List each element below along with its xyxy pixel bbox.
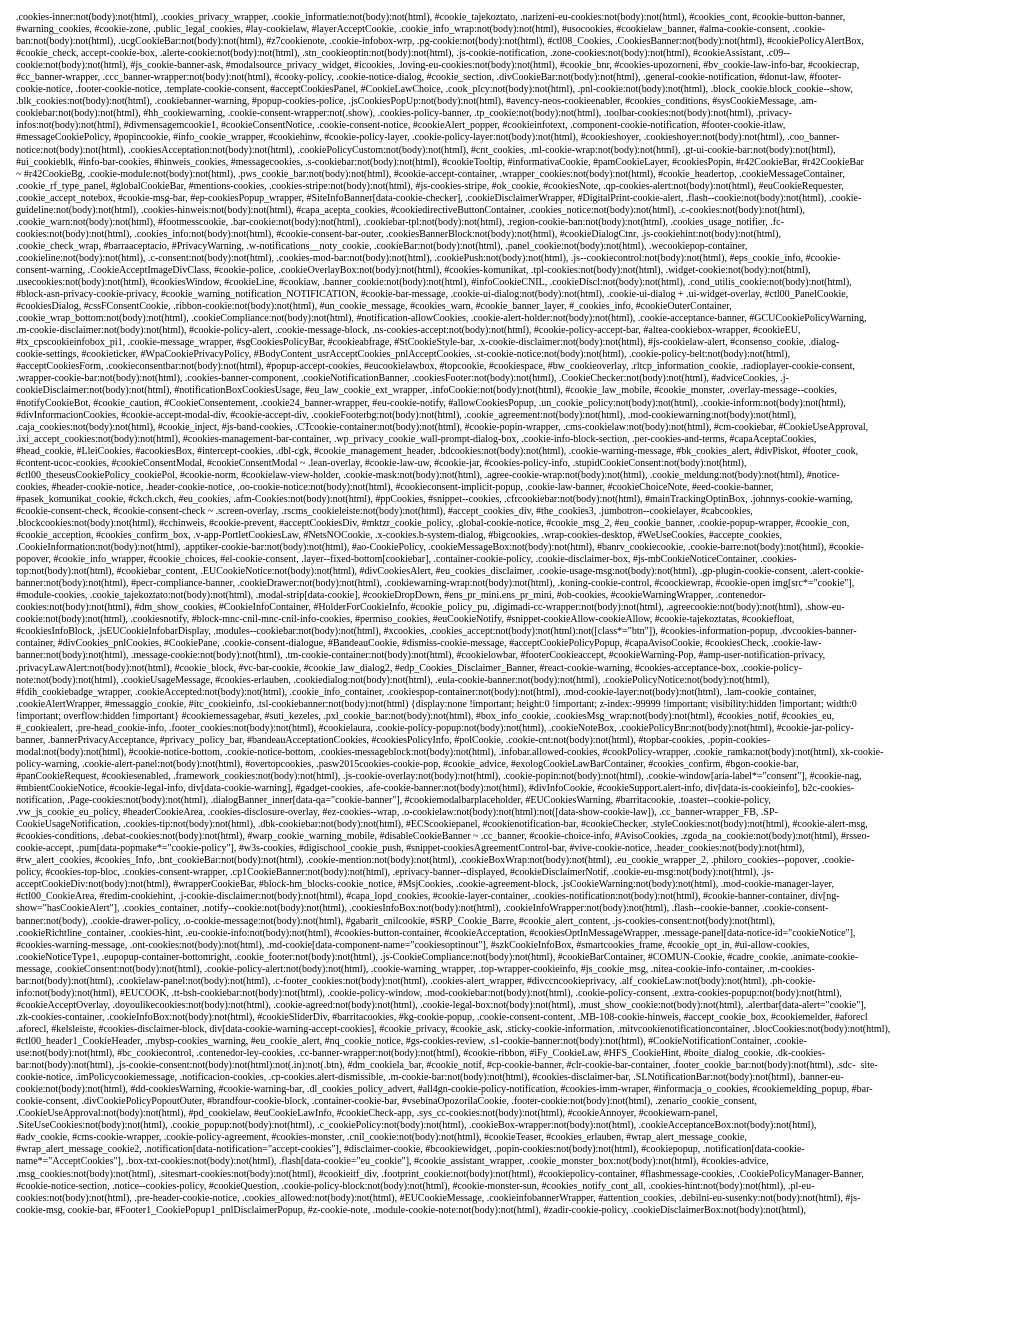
text-line: cookiebar:not(body):not(html), #hh_cookiewarning, .cookie-consent-wrapper:not(.show), .cookies-policy-banner, .tp_cookie:not(body):not(html), .toolbar-cookies:not(body):not(html), .privacy- bbox=[16, 108, 792, 120]
text-line: notice:not(body):not(html), .cookiesAcceptation:not(body):not(html), .cookiePolicyCustom:not(body):not(html), #cnt_cookies, .ml-cookie-wrap:not(body):not(html), .gt-ui-cookie-bar:not(body):not(html), bbox=[16, 144, 836, 156]
text-line: policy-warning, .cookie-alert-panel:not(body):not(html), #overtopcookies, .pasw2015cookies-cookie-pop, #cookie_advice, #exologCookieLawBarContainer, #cookies_confirm, #bgon-cookie-bar, bbox=[16, 758, 799, 770]
text-line: info:not(body):not(html), #EUCOOK, .tt-bsh-cookiebar:not(body):not(html), .cookie-policy-window, .mod-cookiebar:not(body):not(html), .cookie-policy-consent, .extra-cookies-popup:not(body):not(html), bbox=[16, 987, 842, 999]
text-line: cookie:not(body):not(html), .cookiesnotify, #block-mnc-cnil-mnc-cnil-info-cookies, #permiso_cookies, #euCookieNotify, #snippet-cookieAllow-cookieAllow, #cookie-tajekoztatas, #cookiefloat, bbox=[16, 614, 795, 626]
text-line: cookies:not(body):not(html), #dm_show_cookies, #CookieInfoContainer, #HolderForCookieInfo, #cookie_policy_pu, .digimadi-cc-wrapper:not(body):not(html), .agreecookie:not(body):not(html), .show-eu- bbox=[16, 602, 845, 614]
text-line: #cookiesDialog, #cssFConsentCookie, .ribbon-cookie:not(body):not(html), #un_cookie_message, #cookies_warn, #cookie_banner_layer, #_cookies_info, #cookieOuterContainer, bbox=[16, 301, 732, 313]
text-line: .cookies-inner:not(body):not(html), .cookies_privacy_wrapper, .cookie_informatie:not(body):not(html), #cookie_tajekoztato, .narizeni-eu-cookies:not(body):not(html), #cookies_cont, #cookie-button-banner, bbox=[16, 12, 846, 23]
text-line: cookie:not(body):not(html), #js_cookie-banner-ask, #modalsource_privacy_widget, #icookies, .loving-eu-cookies:not(body):not(html), #cookie_bnr, #cookies-upozorneni, #bv_cookie-law-info-bar, #cookiecrap, bbox=[16, 60, 860, 72]
text-line: #cookie-consent-check, #cookie-consent-check ~ .screen-overlay, .rscms_cookieleiste:not(body):not(html), #accept_cookies_div, #the_cookies3, .jumbotron--cookielayer, #cabcookies, bbox=[16, 505, 753, 517]
text-line: #cookies-warning-message, .ont-cookies:not(body):not(html), .md-cookie[data-component-name="cookiesoptinout"], #szkCookieInfoBox, #smartcookies_frame, #cookie_opt_in, #ui-allow-cookies, bbox=[16, 939, 810, 951]
text-line: .cookie_warn:not(body):not(html), #footmesscookie, .bar-cookie:not(body):not(html), .cookiebar-tpl:not(body):not(html), .region-cookie-ban:not(body):not(html), .cookies_usage_notifier, .fc- bbox=[16, 216, 784, 228]
text-line: banner, .bannerPrivacyAcceptance, #privacy_policy_bar, #bandeauAcceptationCookies, #cookiesPolicyInfo, #polCookie, .cookie-cnt:not(body):not(html), #topbar-cookies, .popin-cookies- bbox=[16, 734, 771, 746]
text-line: cookie-notice, .footer-cookie-notice, .template-cookie-consent, #acceptCookiesPanel, #CookieLawChoice, .cook_plcy:not(body):not(html), .pnl-cookie:not(body):not(html), .block_cookie.block_cookie--show, bbox=[16, 84, 853, 96]
text-line: #panCookieRequest, #cookiesenabled, .framework_cookies:not(body):not(html), .js-cookie-overlay:not(body):not(html), .cookie-popin:not(body):not(html), .cookie-window[aria-label*="consent"], #cookie-nag, bbox=[16, 770, 862, 782]
text-line: cookie:not(body):not(html), #dd-cookiesWarning, #cookie-warning-bar, .dl_cookies_policy_advert, #all4gn-cookie-policy-notification, #cookies-imm-wraper, #informacja_o_cookies, #cookiemelding_popup, #bar- bbox=[16, 1084, 873, 1096]
text-line: #divInformacionCookies, #cookie-accept-modal-div, #cookie-accept-div, .cookieFooterbg:not(body):not(html), .cookie_agreement:not(body):not(html), .mod-cookiewarning:not(body):not(html), bbox=[16, 409, 797, 421]
text-line: container, #divCookies_pnlCookies, #CookiePane, .cookie-consent-dialogue, #BandeauCookie, #dismiss-cookie-message, #acceptCookiePolicyPopup, #capaAvisoCookie, #cookiesCheck, .cookie-law- bbox=[16, 638, 822, 650]
text-line: banner:not(body):not(html), #pecr-compliance-banner, .cookieDrawer:not(body):not(html), .cookiewarning-wrap:not(body):not(html), .koning-cookie-control, #coockiewrap, #cookie-open img[src*="cookie"], bbox=[16, 578, 855, 590]
text-line: cookie-settings, #cookieticker, #WpaCookiePrivacyPolicy, #BodyContent_usrAcceptCookies_pnlAcceptCookies, .st-cookie-notice:not(body):not(html), .cookie-policy-belt:not(body):not(html), bbox=[16, 349, 791, 361]
text-line: .cookie_wrap_bottom:not(body):not(html), .cookieCompliance:not(body):not(html), #notification-allowCookies, .cookie-alert-holder:not(body):not(html), .cookie-acceptance-banner, #GCUCookiePolicyWarning, bbox=[16, 313, 867, 325]
text-line: cookies:not(body):not(html), .cookies_info:not(body):not(html), #cookie-consent-bar-outer, .cookiesBannerBlock:not(body):not(html), #cookieDialogCtnr, .js-cookiehint:not(body):not(html), bbox=[16, 228, 781, 240]
text-line: #cookies-conditions, .debat-cookies:not(body):not(html), #warp_cookie_warning_mobile, #disableCookieBanner ~ .cc_banner, #cookie-choice-info, #AvisoCookies, .zgoda_na_cookie:not(body):not(html), #rsseo- bbox=[16, 831, 870, 843]
text-line: top:not(body):not(html), #cookiebar_content, .EUCookieNotice:not(body):not(html), #divCookiesAlert, #eu_cookies_disclaimer, .cookie-usage-msg:not(body):not(html), .gp-plugin-cookie-consent, .alert-cookie- bbox=[16, 566, 864, 578]
text-line: name*="AcceptCookies"], .box-txt-cookies:not(body):not(html), .flash[data-cookie="eu_cookie"], #cookie_assistant_wrapper, .cookie_monster_box:not(body):not(html), #cookies-advice, bbox=[16, 1156, 769, 1168]
text-line: .cookieNoticeType1, .eupopup-container-bottomright, .cookie_footer:not(body):not(html), .js-CookieCompliance:not(body):not(html), #cookieBarContainer, #COMUN-Cookie, #cadre_cookie, .animate-cookie- bbox=[16, 951, 859, 963]
text-line: .SiteUseCookies:not(body):not(html), .cookie_popup:not(body):not(html), .c_cookiePolicy:not(body):not(html), .cookieBox-wrapper:not(body):not(html), .cookieAcceptanceBox:not(body):not(html), bbox=[16, 1120, 817, 1132]
text-line: #messageCookiePolicy, #popincookie, #info_cookie_wrapper, #cookiehinw, #cookie-policy-layer, .cookie-policy-layer:not(body):not(html), #cookieshoyer, .cookieshoyer:not(body):not(html), .coo_banner- bbox=[16, 132, 840, 144]
text-line: #block-asn-privacy-cookie-privacy, #cookie_warning_notification_NOTIFICATION, #cookie-bar-message, .cookie-ui-dialog:not(body):not(html), .cookie-ui-dialog + .ui-widget-overlay, #ctl00_PanelCookie, bbox=[16, 289, 849, 301]
text-line: infos:not(body):not(html), #divmensagemcookie1, #cookieConsentNotice, .cookie-consent-notice, #cookieAlert_popper, #cookieinfotext, .component-cookie-notification, #footer-cookie-itlaw, bbox=[16, 120, 786, 132]
text-line: #cookie-notice-section, .notice--cookies-policy, #cookieQuestion, .cookie-policy-block:not(body):not(html), #cookie-monster-sun, #cookies_notify_cont_all, .cookies-hint:not(body):not(html), .pl-eu- bbox=[16, 1180, 815, 1192]
text-line: #wrap_alert_message_cookie2, .notification[data-notification="accept-cookies"], #disclaimer-cookie, #bcookiewidget, .popin-cookies:not(body):not(html), #cookiepopup, .notification[data-cookie- bbox=[16, 1144, 805, 1156]
text-line: #rw_alert_cookies, #cookies_Info, .bnt_cookieBar:not(body):not(html), .cookie-mention:not(body):not(html), .cookieBoxWrap:not(body):not(html), .eu_cookie_wrapper_2, .philoro_cookies--popover, .cookie- bbox=[16, 855, 855, 867]
text-line: #warning_cookies, #cookie-zone, .public_legal_cookies, #lay-cookielaw, #layerAcceptCookie, .cookie_info_wrap:not(body):not(html), #usocookies, #cookielaw_banner, #alma-cookie-consent, .cookie- bbox=[16, 24, 825, 36]
text-line: .wrapper-cookie-bar:not(body):not(html), .cookies-banner-component, .cookieNotificationBanner, .cookiesFooter:not(body):not(html), .CookieChecker:not(body):not(html), #adviceCookies, .j- bbox=[16, 373, 789, 385]
text-line: ~ #r42CookieBg, .cookie-module:not(body):not(html), .pws_cookie_bar:not(body):not(html), #cookie-accept-container, .wrapper_cookies:not(body):not(html), #cookie_headertop, .cookieMessageContainer, bbox=[16, 168, 845, 180]
text-line: cookies, #header-cookie-notice, .header-cookie-notice, .oo-cookie-notice:not(body):not(html), #cookieconsent-implicit-popup, .cookie-law-banner, #cookieChoiceNote, #eed-cookie-banner, bbox=[16, 481, 774, 493]
text-line: #cookie_check, accept-cookie-box, .alerte-cookie:not(body):not(html), .stn_cookieoptin:not(body):not(html), .js-cookie-notification, .zone-cookies:not(body):not(html), #cookieAssistant, .c09-- bbox=[16, 48, 790, 60]
text-line: ban:not(body):not(html), .ucgCookieBar:not(body):not(html), #z7cookienote, .cookie-infobox-wrp, .pg-cookie:not(body):not(html), #ctl08_Cookies, .CookiesBanner:not(body):not(html), #cookiePolicyAlertBox, bbox=[16, 36, 864, 48]
text-line: cookie-accept, .pum[data-popmake*="cookie-policy"], #w3s-cookies, #digischool_cookie_push, #snippet-cookiesAgreementControl-bar, #vive-cookie-notice, .header_cookies:not(body):not(html), bbox=[16, 843, 805, 855]
text-line: policy, #cookies-top-bloc, .cookies-consent-wrapper, .cp1CookieBanner:not(body):not(html), .eprivacy-banner--displayed, #cookieDisclaimerNotif, .cookie-eu-msg:not(body):not(html), .js- bbox=[16, 867, 774, 879]
text-line: .blk_cookies:not(body):not(html), .cookiebanner-warning, #popup-cookies-police, .jsCookiesPopUp:not(body):not(html), #avency-neos-cookieenabler, #cookies_conditions, #sysCookieMessage, .am- bbox=[16, 96, 817, 108]
text-line: .privacyLawAlert:not(body):not(html), #cookie_block, #vc-bar-cookie, #cookie_law_dialog2, #edp_Cookies_Disclaimer_Banner, #react-cookie-warning, #cookies-acceptance-box, .cookie-policy- bbox=[16, 662, 802, 674]
text-line: consent-warning, .CookieAcceptImageDivClass, #cookie-police, .cookieOverlayBox:not(body):not(html), #cookies-komunikat, .tpl-cookies:not(body):not(html), .widget-cookie:not(body):not(html), bbox=[16, 264, 811, 276]
text-line: #mbientCookieNotice, #cookie-legal-info, div[data-cookie-warning], #gadget-cookies, .afe-cookie-banner:not(body):not(html), #divInfoCookie, #cookieSupport.alert-info, div[data-is-cookieinfo], b2c-cookies- bbox=[16, 783, 855, 794]
text-line: #acceptCookiesForm, .cookieconsentbar:not(body):not(html), #popup-accept-cookies, #eucookielawbox, #topcookie, #cookiespace, #bw_cookieoverlay, .rltcp_information_cookie, .radioplayer-cookie-consent, bbox=[16, 361, 855, 373]
text-line: guideline:not(body):not(html), .cookies-hinweis:not(body):not(html), #capa_acepta_cookies, #cookiedirectiveButtonContainer, .cookies_notice:not(body):not(html), .c-cookies:not(body):not(html), bbox=[16, 204, 805, 216]
text-line: #tx_cpscookieinfobox_pi1, .cookie-message_wrapper, #sgCookiesPolicyBar, #cookieabfrage, #StCookieStyle-bar, .x-cookie-disclaimer:not(body):not(html), #js-cookielaw-alert, #consenso_cookie, .dialog- bbox=[16, 337, 840, 349]
text-line: .blockcookies:not(body):not(html), #cchinweis, #cookie-prevent, #acceptCookiesDiv, #mktzr_cookie_policy, .global-cookie-notice, #cookie_msg_2, #eu_cookie_banner, .cookie-popup-wrapper, #cookie_con, bbox=[16, 517, 850, 529]
text-line: .ixi_accept_cookies:not(body):not(html), #cookies-management-bar-container, .wp_privacy_cookie_wall-prompt-dialog-box, .cookie-info-block-section, .per-cookies-and-terms, #capaAceptaCookies, bbox=[16, 433, 817, 445]
text-line: #module-cookies, .cookie_tajekoztato:not(body):not(html), .modal-strip[data-cookie], #cookieDropDown, #ens_pr_mini.ens_pr_mini, #ob-cookies, #cookieWarningWrapper, .contenedor- bbox=[16, 590, 766, 602]
css-rules-text bbox=[16, 12, 1008, 1217]
text-line: #adv_cookie, #cms-cookie-wrapper, .cookie-policy-agreement, #cookies-monster, .cnil_cookie:not(body):not(html), #cookieTeaser, #cookies_erlauben, #wrap_alert_message_cookie, bbox=[16, 1132, 747, 1144]
text-line: banner:not(body):not(html), .message-cookie:not(body):not(html), .tm-cookie-container:not(body):not(html), #cookielowbar, #footerCookieaccept, #cookieWarning-Pop, #amp-user-notification-privacy, bbox=[16, 650, 826, 662]
text-line: .zk-cookies-container, .cookieInfoBox:not(body):not(html), #cookieSliderDiv, #barritacookies, #kg-cookie-popup, .cookie-consent-content, .MB-108-cookie-hinweis, #accept_cookie_box, #cookiemelder, #aforecl bbox=[16, 1011, 868, 1023]
text-line: .vw_js_cookie_eu_policy, #headerCookieArea, .cookies-disclosure-overlay, #ez-cookies--wrap, .o-cookielaw:not(body):not(html):not([data-show-cookie-law]), .cc_banner-wrapper_FB, .SP- bbox=[16, 807, 778, 819]
text-line: cookie-consent, .divCookiePolicyPopoutOuter, #brandfour-cookie-block, .container-cookie-bar, #vsebinaOpozorilaCookie, .footer-cookie:not(body):not(html), .zenario_cookie_consent, bbox=[16, 1096, 757, 1108]
text-line: message, .cookieConsent:not(body):not(html), .cookie-policy-alert:not(body):not(html), .cookie-warning_wrapper, .top-wrapper-cookieinfo, #js_cookie_msg, .nitea-cookie-info-container, .m-cookies- bbox=[16, 963, 815, 975]
text-line: #cookie_acception, #cookies_confirm_box, .v-app-PortletCookiesLaw, #NetsNOCookie, .x-cookies.b-system-dialog, #bigcookies, .wrap-cookies-desktop, #WeUseCookies, #accepte_cookies, bbox=[16, 530, 782, 542]
text-line: .msg_cookies:not(body):not(html), .sitesmart-cookies:not(body):not(html), #cookieitf_div, .footprint_cookie:not(body):not(html), #cookiepolicy-container, #flashmessage-cookies, .CookiePolicyManager-Banner, bbox=[16, 1168, 864, 1180]
text-line: acceptCookieDiv:not(body):not(html), #wrapperCookieBar, #block-hm_blocks-cookie_notice, #MsjCookies, .cookie-agreement-block, .jsCookieWarning:not(body):not(html), .mod-cookie-manager-layer, bbox=[16, 879, 834, 891]
text-line: .cookieAlertWrapper, #messaggio_cookie, #itc_cookieinfo, .tsl-cookiebanner:not(body):not(html) {display:none !important; height:0 !important; z-index:-99999 !important; visibility:hidden !important; width:0 bbox=[16, 698, 857, 710]
text-line: cookie-msg, cookie-bar, #Footer1_CookiePopup1_pnlDisclaimerPopup, #z-cookie-note, .module-cookie-note:not(body):not(html), #zadir-cookie-policy, .cookieDisclaimerBox:not(body):not(html), bbox=[16, 1204, 806, 1216]
text-line: #ui_cookieblk, #info-bar-cookies, #hinweis_cookies, #messagecookies, .s-cookiebar:not(body):not(html), #cookieTooltip, #informativaCookie, #pamCookieLayer, #cookiesPopin, #r42CookieBar, #r42CookieBar bbox=[16, 156, 864, 168]
text-line: note:not(body):not(html), .cookieUsageMessage, #cookies-erlauben, .cookiedialog:not(body):not(html), .eula-cookie-banner:not(body):not(html), .cookiePolicyNotice:not(body):not(html), bbox=[16, 674, 770, 686]
text-line: #ctl00_theseusCookiePolicy_cookiePol, #cookie-norm, #cookielaw-view-holder, .cookie-mask:not(body):not(html), .agree-cookie-wrap:not(body):not(html), .cookie_meldung:not(body):not(html), #notice- bbox=[16, 469, 840, 481]
text-line: cookieDisclaimer:not(body):not(html), #notificationBoxCookiesUsage, #eu_law_cookie_ext_wrapper, .infoCookie:not(body):not(html), #cookie_law_mobile, #cookie_monster, .overlay-message--cookies, bbox=[16, 385, 837, 397]
text-line: #content-ucoc-cookies, #cookieConsentModal, #cookieConsentModal ~ .lean-overlay, #cookie-law-uw, #cookie-jar, #cookies-policy-info, .stupidCookieConsent:not(body):not(html), bbox=[16, 457, 747, 469]
text-line: .cookieline:not(body):not(html), .c-consent:not(body):not(html), .cookies-mod-bar:not(body):not(html), .cookiePush:not(body):not(html), .js--cookiecontrol:not(body):not(html), #eps_cookie_info, #cookie- bbox=[16, 252, 841, 264]
text-line: #_cookiealert, .pre-head_cookie-info, .footer_cookies:not(body):not(html), #cookielaura, .cookie-policy-popup:not(body):not(html), .cookieNoteBox, .cookiePolicyBnr:not(body):not(html), #cookie-jar-policy- bbox=[16, 722, 854, 734]
text-line: #cookieAcceptOverlay, .doyoulikecookies:not(body):not(html), .cookie-agreed:not(body):not(html), .cookie-legal-box:not(body):not(html), .must_show_cookie:not(body):not(html), .alertbar[data-alert="cookie"], bbox=[16, 999, 867, 1011]
text-line: #ctl00_CookieArea, #redim-cookiehint, .j-cookie-disclaimer:not(body):not(html), #capa_lopd_cookies, #cookie-layer-container, .cookies-notification:not(body):not(html), #cookie-banner-container, div[ng- bbox=[16, 891, 840, 903]
text-line: #cc_banner-wrapper, .ccc_banner-wrapper:not(body):not(html), #cooky-policy, .cookie-notice-dialog, #cookie_section, .divCookieBar:not(body):not(html), .general-cookie-notification, #donut-law, #footer- bbox=[16, 72, 842, 84]
text-line: banner:not(body), .cookie-drawer-policy, .o-cookie-message:not(body):not(html), #gabarit_cnilcookie, #SRP_Cookie_Barre, #cookie_alert_content, .js-cookies-consent:not(body):not(html), bbox=[16, 915, 775, 927]
text-line: cookies:not(body):not(html), .pre-header-cookie-notice, .cookies_allowed:not(body):not(html), #EUCookieMessage, .cookieinfobannerWrapper, #attention_cookies, .debilni-eu-susenky:not(body):not(html), #js- bbox=[16, 1192, 861, 1204]
text-line: modal:not(body):not(html), #cookie-notice-bottom, .cookie-notice-bottom, .cookies-messageblock:not(body):not(html), .infobar.allowed-cookies, #cookPolicy-wrapper, .cookie_ramka:not(body):not(html), xk-cookie- bbox=[16, 746, 884, 758]
text-line: popover, #cookie_info_wrapper, #cookie_choices, #el-cookie-consent, .layer--fixed-bottom[cookiebar], .container-cookie-policy, .cookie-disclaimer-box, #js-mbCookieNoticeContainer, .cookies- bbox=[16, 554, 797, 566]
text-line: .CookieUseApproval:not(body):not(html), #pd_cookielaw, #euCookieLawInfo, #cookieCheck-app, .sys_cc-cookies:not(body):not(html), #cookieAnnoyer, #cookiewarn-panel, bbox=[16, 1108, 718, 1120]
text-line: show="hasCookieAlert"], .cookies_container, .notify--cookie:not(body):not(html), .cookiesInfoBox:not(body):not(html), .cookieInfoWrapper:not(body):not(html), .flash--cookie-banner, .cookie-consent- bbox=[16, 903, 829, 915]
text-line: .cookie_rf_type_panel, #globalCookieBar, #mentions-cookies, .cookies-stripe:not(body):not(html), #js-cookies-stripe, #ok_cookie, #cookiesNote, .qp-cookies-alert:not(body):not(html), #euCookieRequester, bbox=[16, 180, 844, 192]
text-line: .aforecl, #kelsleiste, #cookies-disclaimer-block, div[data-cookie-warning-accept-cookies], #cookie_privacy, #cookie_ask, .sticky-cookie-information, .mitvcookienotificationcontainer, .blocCookies:not(body):not(html), bbox=[16, 1023, 891, 1035]
text-line: #pasek_komunikat_cookie, #ckch.ckch, #eu_cookies, .afm-Cookies:not(body):not(html), #ppCookies, #snippet--cookies, .cfrcookiebar:not(body):not(html), #mainTrackingOptinBox, .johnnys-cookie-warning, bbox=[16, 493, 853, 505]
text-line: .caja_cookies:not(body):not(html), #cookie_inject, #js-band-cookies, .CTcookie-container:not(body):not(html), #cookie-popin-wrapper, .cms-cookielaw:not(body):not(html), #cm-cookiebar, #CookieUseApproval, bbox=[16, 421, 869, 433]
text-line: .CookieInformation:not(body):not(html), .apptiker-cookie-bar:not(body):not(html), #ao-CookiePolicy, .cookieMessageBox:not(body):not(html), #banrv_cookiecookie, .cookie-barre:not(body):not(html), #cookie- bbox=[16, 542, 864, 554]
text-line: .m-cookie-disclaimer:not(body):not(html), #cookie-policy-alert, .cookie-message-block, .ns-cookies-accept:not(body):not(html), #cookie-policy-accept-bar, #altea-cookiebox-wrapper, #cookieEU, bbox=[16, 325, 801, 337]
text-line: #ctl00_header1_CookieHeader, .mybsp-cookies_warning, #eu_cookie_alert, #nq_cookie_notice, #gs-cookies-review, .s1-cookie-banner:not(body):not(html), #CookieNotificationContainer, .cookie- bbox=[16, 1035, 807, 1047]
text-line: CookieUsageNotification, .cookies-tip:not(body):not(html), .dbk-cookiebar:not(body):not(html), #ECScookiepanel, #cookienotification-bar, #cookieChecker, .styleCookies:not(body):not(html), #cookie-alert-msg, bbox=[16, 819, 868, 831]
text-line: !important; overflow:hidden !important} #cookiemessagebar, #suti_kezeles, .pxl_cookie_bar:not(body):not(html), #box_info_cookie, .cookiesMsg_wrap:not(body):not(html), #cookies_notif, #cookies_eu, bbox=[16, 710, 835, 722]
text-line: #notifyCookieBot, #cookie_caution, #CookieConsentement, .cookie24_banner-wrapper, #eu-cookie-notify, #allowCookiesPopup, .un_cookie_policy:not(body):not(html), .cookie-inform:not(body):not(html), bbox=[16, 397, 846, 409]
text-line: bar:not(body):not(html), .js-cookie-consent:not(body):not(html):not(.in):not(.btn), #dm_cookiela_bar, #cookie_notif, #cp-cookie-banner, #clr-cookie-bar-container, .footer_cookie_bar:not(body):not(html), .sdc- site- bbox=[16, 1060, 878, 1072]
text-line: cookie-notice, .imPolicycookiemessage, .notificacion-cookies, .cp-cookies.alert-dismissible, .m-cookie-bar:not(body):not(html), #cookies-disclaimer-bar, .SLNotificationBar:not(body):not(html), .banner-eu- bbox=[16, 1072, 844, 1084]
text-line: #fdih_cookiebadge_wrapper, .cookieAccepted:not(body):not(html), .cookie_info_container, .cookiespop-container:not(body):not(html), .mod-cookie-layer:not(body):not(html), .lam-cookie_container, bbox=[16, 686, 817, 698]
text-line: #head_cookie, #LleiCookies, #acookiesBox, #intercept-cookies, .dbl-cgk, #cookie_management_header, .bdcookies:not(body):not(html), .cookie-warning-message, #bk_cookies_alert, #divPiskot, #footer_cook, bbox=[16, 445, 859, 457]
text-line: .usecookies:not(body):not(html), #cookiesWindow, #cookieLine, #cookiaw, .banner_cookie:not(body):not(html), #infoCookieCNIL, .cookieDiscl:not(body):not(html), .cond_utilis_cookie:not(body):not(html), bbox=[16, 277, 852, 289]
text-line: #cookiesInfoBlock, .jsEUCookieInfobarDisplay, .modules--cookiebar:not(body):not(html), #xcookies, .cookies_accept:not(body):not(html):not([class*="btn"]), #cookies-information-popup, .dvcookies-banner- bbox=[16, 626, 857, 638]
text-line: .cookie_check_wrap, #barraaceptacio, #PrivacyWarning, .w-notifications__noty_cookie, .cookieBar:not(body):not(html), .panel_cookie:not(body):not(html), .wecookiepop-container, bbox=[16, 240, 748, 252]
text-line: notification, .Page-cookies:not(body):not(html), .dialogBanner_inner[data-qa="cookie-banner"], #cookiemodalbarplaceholder, #EUCookiesWarning, #barritacookie, .toaster--cookie-policy, bbox=[16, 795, 771, 807]
text-line: .cookieRichtline_container, .cookies-hint, .eu-cookie-info:not(body):not(html), #cookies-button-container, #cookieAcceptation, #cookiesOptInMessageWrapper, .message-panel[data-notice-id="cookieNotice"], bbox=[16, 927, 856, 939]
text-line: .cookie_accept_notebox, #cookie-msg-bar, #ep-cookiesPopup_wrapper, #SiteInfoBanner[data-cookie-checker], .cookieDisclaimerWrapper, #DigitalPrint-cookie-alert, .flash--cookie:not(body):not(html), .cookie- bbox=[16, 192, 862, 204]
text-line: use:not(body):not(html), #bc_cookiecontrol, .contenedor-ley-cookies, .cc-banner-wrapper:not(body):not(html), #cookie-ribbon, #iFy_CookieLaw, #HFS_CookieHint, #boite_dialog_cookie, .dk-cookies- bbox=[16, 1048, 826, 1060]
text-line: bar:not(body):not(html), .cookielaw-panel:not(body):not(html), .c-footer_cookies:not(body):not(html), .cookies-alert_wrapper, #divccncookieprivacy, .alf_cookieLaw:not(body):not(html), .ph-cookie- bbox=[16, 975, 816, 987]
